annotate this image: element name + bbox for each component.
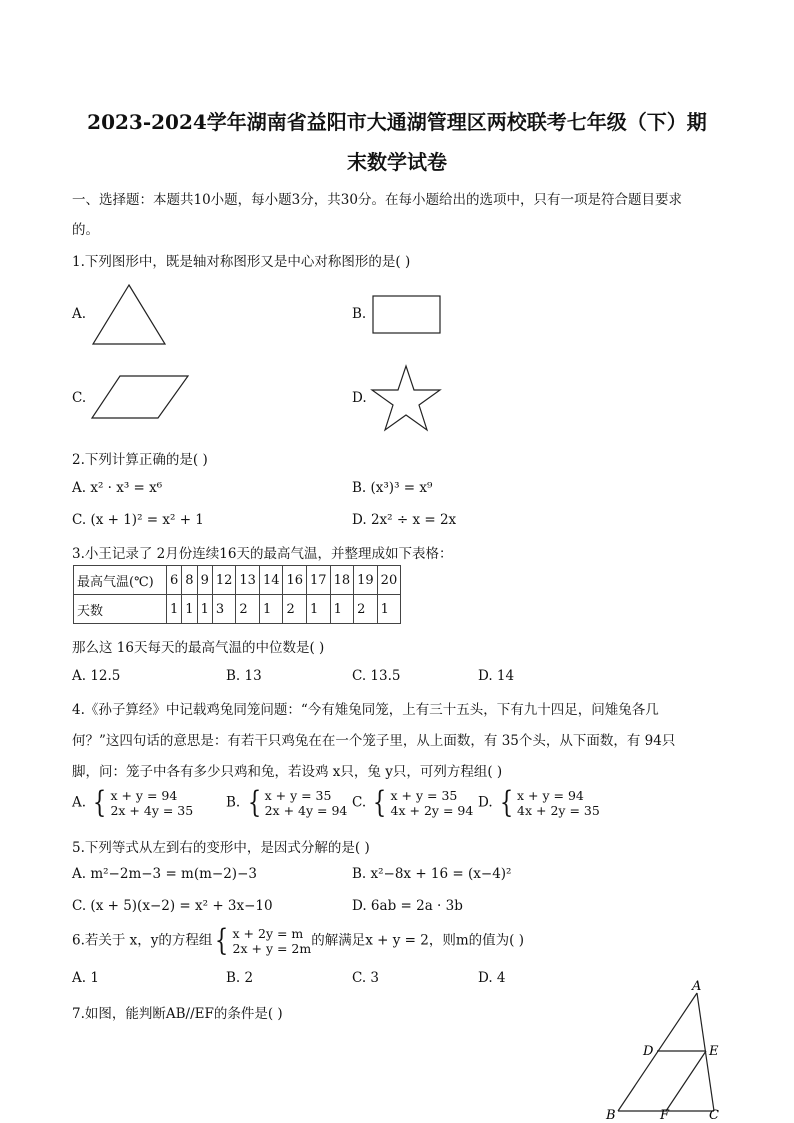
- q3-option-d: D. 14: [478, 668, 515, 684]
- q6-option-b: B. 2: [226, 970, 254, 986]
- q1-option-b-label: B.: [352, 306, 367, 322]
- q2-option-c-expr: (x + 1)² = x² + 1: [90, 512, 204, 528]
- segment-ab: [618, 993, 697, 1111]
- q4-option-a-eq2: 2x + 4y = 35: [110, 803, 194, 818]
- table-cell: 20: [377, 566, 401, 595]
- q6-option-d: D. 4: [478, 970, 506, 986]
- table-row: [74, 566, 401, 595]
- q2-option-d-label: D.: [352, 512, 367, 528]
- q7-geometry-figure: [600, 979, 750, 1123]
- table-header-temp: 最高气温(℃): [74, 566, 167, 595]
- section-header: 一、选择题：本题共10小题，每小题3分，共30分。在每小题给出的选项中，只有一项是符合题目要求: [72, 192, 682, 208]
- q5-option-b: B. x²−8x + 16 = (x−4)²: [352, 866, 512, 882]
- point-label-c: C: [709, 1108, 719, 1123]
- q4-option-b-eq2: 2x + 4y = 94: [264, 803, 348, 818]
- q4-option-c-label: C.: [352, 794, 367, 811]
- q4-stem-line3: 脚，问：笼子中各有多少只鸡和兔，若设鸡 x只，兔 y只，可列方程组( ): [72, 764, 503, 780]
- q2-option-a: [72, 480, 162, 496]
- table-cell: 6: [167, 566, 182, 595]
- q2-option-c: [72, 512, 204, 528]
- page-title-line1: 2023-2024学年湖南省益阳市大通湖管理区两校联考七年级（下）期: [87, 110, 707, 134]
- table-cell: 1: [307, 595, 331, 624]
- q4-option-d-eq2: 4x + 2y = 35: [517, 803, 600, 818]
- q2-option-d-expr: 2x² ÷ x = 2x: [370, 512, 457, 528]
- q1-triangle-figure: [92, 284, 166, 346]
- q1-star-figure: [370, 364, 442, 432]
- table-row: [74, 595, 401, 624]
- section-header-cont: 的。: [72, 222, 99, 238]
- q4-option-d-label: D.: [478, 794, 493, 811]
- table-cell: 3: [212, 595, 236, 624]
- q5-option-a: A. m²−2m−3 = m(m−2)−3: [72, 866, 257, 882]
- q4-option-d-eq1: x + y = 94: [517, 788, 584, 803]
- q2-option-b-label: B.: [352, 480, 367, 496]
- q4-option-b: B. { x + y = 35 2x + 4y = 94: [226, 785, 348, 820]
- q4-stem-line2: 何？”这四句话的意思是：有若干只鸡兔在在一个笼子里，从上面数，有 35个头，从下面数，有 94只: [72, 733, 676, 749]
- q7-stem: 7.如图，能判断AB//EF的条件是( ): [72, 1006, 283, 1022]
- q5-stem: 5.下列等式从左到右的变形中，是因式分解的是( ): [72, 840, 370, 856]
- q6-eq1: x + 2y = m: [232, 926, 304, 941]
- q4-option-c-eq2: 4x + 2y = 94: [390, 803, 474, 818]
- table-cell: 1: [330, 595, 354, 624]
- q3-option-c: C. 13.5: [352, 668, 401, 684]
- q5-option-d: D. 6ab = 2a · 3b: [352, 898, 463, 914]
- q2-option-b: [352, 480, 432, 496]
- q2-option-d: [352, 512, 456, 528]
- q4-option-d: D. { x + y = 94 4x + 2y = 35: [478, 785, 600, 820]
- table-cell: 8: [182, 566, 197, 595]
- q2-option-a-expr: x² · x³ = x⁶: [90, 480, 163, 496]
- table-cell: 14: [259, 566, 283, 595]
- q6-stem: 6.若关于 x，y的方程组 { x + 2y = m 2x + y = 2m 的解满足x + y = 2，则m的值为( ): [72, 923, 524, 958]
- q2-option-b-expr: (x³)³ = x⁹: [370, 480, 433, 496]
- q3-option-a: A. 12.5: [72, 668, 121, 684]
- table-cell: 19: [354, 566, 378, 595]
- q4-option-c-eq1: x + y = 35: [390, 788, 458, 803]
- table-cell: 1: [259, 595, 283, 624]
- table-cell: 18: [330, 566, 354, 595]
- q6-stem-post: 的解满足x + y = 2，则m的值为( ): [311, 932, 524, 949]
- q4-stem-line1: 4.《孙子算经》中记载鸡兔同笼问题：“今有雉兔同笼，上有三十五头，下有九十四足，问雉兔各几: [72, 702, 659, 718]
- q3-question: 那么这 16天每天的最高气温的中位数是( ): [72, 640, 325, 656]
- page-title-line2: 末数学试卷: [347, 150, 447, 174]
- q6-option-c: C. 3: [352, 970, 380, 986]
- table-cell: 13: [236, 566, 260, 595]
- table-cell: 1: [182, 595, 197, 624]
- q5-option-c: C. (x + 5)(x−2) = x² + 3x−10: [72, 898, 273, 914]
- q4-option-a-eq1: x + y = 94: [110, 788, 178, 803]
- q4-option-c: C. { x + y = 35 4x + 2y = 94: [352, 785, 474, 820]
- q3-option-b: B. 13: [226, 668, 262, 684]
- table-cell: 16: [283, 566, 307, 595]
- q1-stem: 1.下列图形中，既是轴对称图形又是中心对称图形的是( ): [72, 254, 411, 270]
- table-header-days: 天数: [74, 595, 167, 624]
- q3-stem: 3.小王记录了 2月份连续16天的最高气温，并整理成如下表格：: [72, 546, 453, 562]
- q3-temperature-table: [73, 565, 401, 624]
- q1-option-d-label: D.: [352, 390, 367, 406]
- table-cell: 1: [197, 595, 212, 624]
- q2-option-a-label: A.: [72, 480, 87, 496]
- q4-option-b-label: B.: [226, 794, 241, 811]
- q4-option-a-label: A.: [72, 794, 87, 811]
- table-cell: 1: [377, 595, 401, 624]
- q6-stem-pre: 6.若关于 x，y的方程组: [72, 932, 213, 949]
- point-label-a: A: [692, 979, 702, 994]
- q1-option-c-label: C.: [72, 390, 87, 406]
- table-cell: 2: [283, 595, 307, 624]
- q6-option-a: A. 1: [72, 970, 99, 986]
- point-label-e: E: [709, 1044, 719, 1059]
- point-label-f: F: [660, 1108, 670, 1123]
- table-cell: 9: [197, 566, 212, 595]
- q2-option-c-label: C.: [72, 512, 87, 528]
- point-label-b: B: [606, 1108, 616, 1123]
- table-cell: 1: [167, 595, 182, 624]
- q6-eq2: 2x + y = 2m: [232, 941, 312, 956]
- q1-option-a-label: A.: [72, 306, 87, 322]
- q1-rectangle-figure: [372, 295, 442, 335]
- segment-ef: [666, 1051, 706, 1111]
- table-cell: 2: [354, 595, 378, 624]
- table-cell: 12: [212, 566, 236, 595]
- table-cell: 2: [236, 595, 260, 624]
- q4-option-b-eq1: x + y = 35: [264, 788, 332, 803]
- q1-parallelogram-figure: [90, 374, 190, 420]
- point-label-d: D: [643, 1044, 654, 1059]
- table-cell: 17: [307, 566, 331, 595]
- q2-stem: 2.下列计算正确的是( ): [72, 452, 208, 468]
- q4-option-a: A. { x + y = 94 2x + 4y = 35: [72, 785, 194, 820]
